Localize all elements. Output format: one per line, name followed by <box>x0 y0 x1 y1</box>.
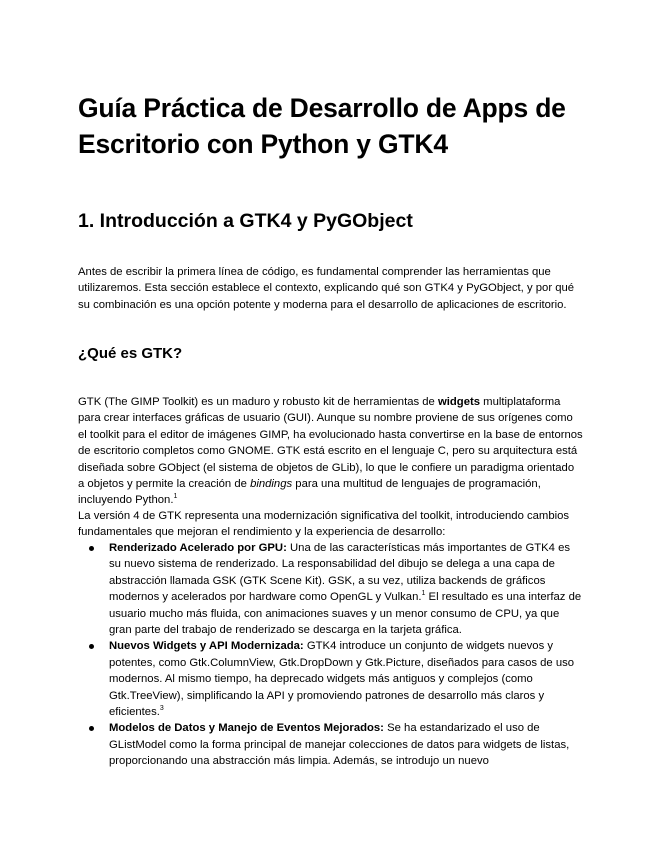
list-item-text: El resultado es una interfaz de usuario mucho más fluida, con animaciones suaves y un menor consumo de CPU, ya que gran parte del trabajo de renderizado se descarga en la tarjeta gráfica. <box>109 591 582 637</box>
list-item-text: Una de las características más importantes de GTK4 es su nuevo sistema de renderizado. La responsabilidad del dibujo se delega a una capa de abstracción llamada GSK (GTK Scene Kit). GSK, a su vez, utiliza backends de gráficos modernos y acelerados por hardware como OpenGL y Vulkan. <box>109 542 571 604</box>
bullet-icon <box>89 726 94 731</box>
list-item-label: Renderizado Acelerado por GPU: <box>109 542 287 554</box>
footnote-marker: 1 <box>173 493 178 501</box>
bullet-icon <box>89 644 94 649</box>
feature-list <box>78 540 583 770</box>
gtk-paragraph <box>78 394 583 509</box>
section-heading: 1. Introducción a GTK4 y PyGObject <box>78 210 413 232</box>
list-item-text: Se ha estandarizado el uso de GListModel como la forma principal de manejar colecciones de datos para widgets de listas, proporcionando una abstracción más limpia. Además, se introdujo un nuevo <box>109 722 570 768</box>
gtk-paragraph-text: GTK (The GIMP Toolkit) es un maduro y robusto kit de herramientas de <box>78 396 438 408</box>
italic-term: bindings <box>250 478 293 491</box>
document-title: Guía Práctica de Desarrollo de Apps de Escritorio con Python y GTK4 <box>78 93 566 159</box>
bold-term: widgets <box>437 396 481 408</box>
intro-paragraph: Antes de escribir la primera línea de código, es fundamental comprender las herramientas que utilizaremos. Esta sección establece el contexto, explicando qué son GTK4 y PyGObject, y por qué su combinación es una opción potente y moderna para el desarrollo de aplicaciones de escritorio. <box>78 266 575 311</box>
footnote-marker: 3 <box>159 705 164 713</box>
list-item <box>78 638 583 720</box>
gtk-paragraph-text: para una multitud de lenguajes de programación, incluyendo Python. <box>78 478 541 507</box>
gtk-paragraph-text: multiplataforma para crear interfaces gráficas de usuario (GUI). Aunque su nombre proviene de sus orígenes como el toolkit para el editor de imágenes GIMP, ha evolucionado hasta convertirse en la base de entornos de escritorio completos como GNOME. GTK está escrito en el lenguaje C, pero su arquitectura está diseñada sobre GObject (el sistema de objetos de GLib), lo que le confiere un paradigma orientado a objetos y permite la creación de <box>78 396 583 491</box>
version-paragraph: La versión 4 de GTK representa una modernización significativa del toolkit, introduciendo cambios fundamentales que mejoran el rendimiento y la experiencia de desarrollo: <box>78 510 570 539</box>
list-item-text: GTK4 introduce un conjunto de widgets nuevos y potentes, como Gtk.ColumnView, Gtk.DropDown y Gtk.Picture, diseñados para casos de uso modernos. Al mismo tiempo, ha deprecado widgets más antiguos y complejos (como Gtk.TreeView), simplificando la API y promoviendo patrones de desarrollo más claros y eficientes. <box>109 640 575 719</box>
footnote-marker: 1 <box>421 590 426 598</box>
list-item <box>78 720 583 769</box>
subsection-heading: ¿Qué es GTK? <box>78 345 183 362</box>
list-item <box>78 540 583 638</box>
bullet-icon <box>89 546 94 551</box>
list-item-label: Nuevos Widgets y API Modernizada: <box>109 640 304 653</box>
list-item-label: Modelos de Datos y Manejo de Eventos Mejorados: <box>109 722 384 735</box>
